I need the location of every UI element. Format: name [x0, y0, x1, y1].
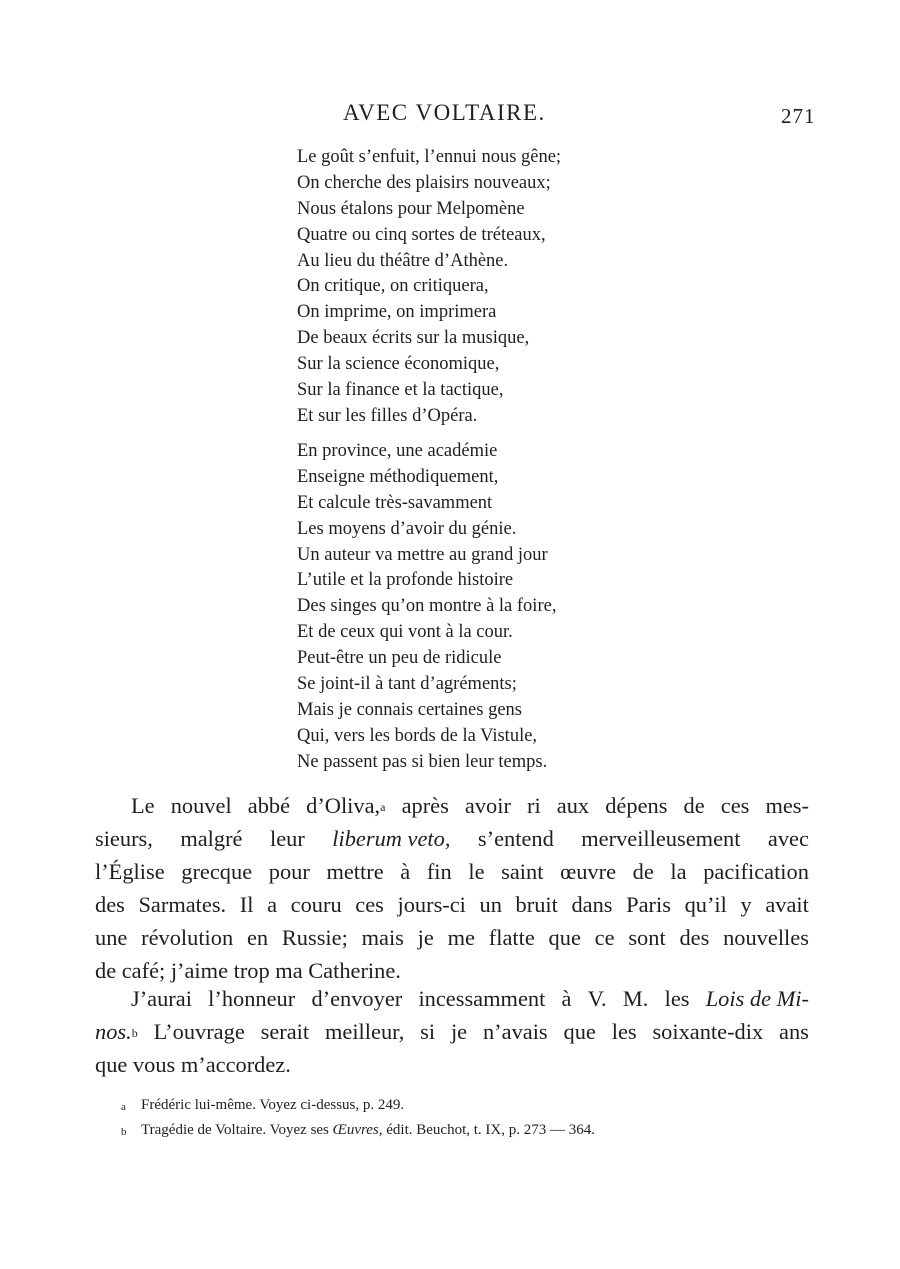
- word: y: [740, 892, 752, 917]
- word: sieurs,: [95, 826, 153, 851]
- word: J’aurai: [131, 986, 192, 1011]
- word: d’envoyer: [311, 986, 403, 1011]
- word: Il: [239, 892, 254, 917]
- footnotes: [121, 1093, 595, 1143]
- footnote-a: [121, 1093, 595, 1118]
- word: V.: [587, 986, 607, 1011]
- word: meilleur,: [324, 1019, 405, 1044]
- verse-line: De beaux écrits sur la musique,: [297, 328, 530, 349]
- page-number: 271: [781, 104, 816, 128]
- word: grecque: [181, 859, 253, 884]
- word: n’avais: [482, 1019, 548, 1044]
- footnote-mark: b: [121, 1126, 127, 1138]
- prose-line: [95, 1015, 809, 1048]
- italic-segment: Œuvres,: [332, 1122, 383, 1138]
- verse-line: Se joint-il à tant d’agréments;: [297, 674, 517, 695]
- word: malgré: [180, 826, 243, 851]
- word: serait: [260, 1019, 310, 1044]
- word: la: [670, 859, 687, 884]
- verse-line: Et calcule très-savamment: [297, 492, 493, 513]
- word: à: [400, 859, 411, 884]
- word: l’Église: [95, 859, 165, 884]
- word: avec: [767, 826, 809, 851]
- word: jours-ci: [397, 892, 466, 917]
- word: de: [632, 859, 654, 884]
- verse-line: On critique, on critiquera,: [297, 276, 489, 297]
- prose-line: [95, 888, 809, 921]
- word: dans: [571, 892, 613, 917]
- word: si: [420, 1019, 436, 1044]
- word: Le: [131, 793, 155, 818]
- italic-segment: liberum veto,: [332, 826, 451, 851]
- word: incessamment: [418, 986, 546, 1011]
- word: après: [401, 793, 449, 818]
- verse-line: Des singes qu’on montre à la foire,: [297, 596, 557, 617]
- word: nouvelles: [723, 925, 809, 950]
- verse-stanza-2: [297, 439, 556, 776]
- verse-line: Qui, vers les bords de la Vistule,: [297, 725, 538, 746]
- word: ri: [527, 793, 541, 818]
- verse-line: On imprime, on imprimera: [297, 302, 497, 323]
- verse-line: On cherche des plaisirs nouveaux;: [297, 172, 551, 193]
- word: de: [683, 793, 705, 818]
- word: je: [450, 1019, 468, 1044]
- word: merveilleusement: [581, 826, 741, 851]
- word: avoir: [464, 793, 511, 818]
- word: dépens: [605, 793, 668, 818]
- word: des: [95, 892, 125, 917]
- word: mettre: [326, 859, 384, 884]
- word: ces: [355, 892, 384, 917]
- word: bruit: [515, 892, 558, 917]
- word: s’entend: [477, 826, 554, 851]
- footnote-ref-a: a: [380, 800, 386, 814]
- word: ans: [779, 1019, 809, 1044]
- word: pacification: [703, 859, 809, 884]
- word: aux: [556, 793, 590, 818]
- footnote-text: édit. Beuchot, t. IX, p. 273 — 364.: [386, 1122, 595, 1138]
- word: sont: [628, 925, 666, 950]
- text-segment: que vous m’accordez.: [95, 1052, 291, 1077]
- word: L’ouvrage: [153, 1019, 245, 1044]
- footnote-mark: a: [121, 1101, 126, 1113]
- word: les: [611, 1019, 637, 1044]
- prose-line: [95, 822, 809, 855]
- verse-line: Quatre ou cinq sortes de tréteaux,: [297, 224, 546, 245]
- prose-line: [95, 1048, 809, 1081]
- prose-line: [95, 789, 809, 822]
- word: un: [479, 892, 502, 917]
- word: saint: [501, 859, 544, 884]
- verse-line: Peut-être un peu de ridicule: [297, 648, 502, 669]
- word: que: [563, 1019, 596, 1044]
- verse-line: Les moyens d’avoir du génie.: [297, 518, 517, 539]
- word: Sarmates.: [138, 892, 227, 917]
- word: en: [246, 925, 269, 950]
- word: je: [417, 925, 434, 950]
- word: flatte: [488, 925, 535, 950]
- footnote-ref-b: b: [131, 1026, 138, 1040]
- word: des: [679, 925, 710, 950]
- verse-line: Un auteur va mettre au grand jour: [297, 544, 548, 565]
- word: nouvel: [170, 793, 232, 818]
- word: avait: [765, 892, 809, 917]
- verse-line: Sur la science économique,: [297, 354, 500, 375]
- word: fin: [426, 859, 452, 884]
- word: que: [548, 925, 581, 950]
- footnote-text: Tragédie de Voltaire. Voyez ses: [141, 1122, 329, 1138]
- word: qu’il: [684, 892, 727, 917]
- word: soixante-dix: [652, 1019, 764, 1044]
- verse-line: Le goût s’enfuit, l’ennui nous gêne;: [297, 147, 562, 167]
- italic-segment: Lois de Mi-: [705, 986, 809, 1011]
- word: les: [664, 986, 690, 1011]
- verse-line: Au lieu du théâtre d’Athène.: [297, 250, 509, 271]
- word: ce: [594, 925, 615, 950]
- prose-line: [95, 855, 809, 888]
- word: mais: [361, 925, 404, 950]
- word: l’honneur: [208, 986, 296, 1011]
- verse-line: Et sur les filles d’Opéra.: [297, 405, 478, 426]
- verse-line: Et de ceux qui vont à la cour.: [297, 622, 513, 643]
- word: Russie;: [281, 925, 348, 950]
- word: Paris: [626, 892, 671, 917]
- verse-line: Mais je connais certaines gens: [297, 699, 523, 720]
- verse-stanza-1: [297, 145, 561, 430]
- italic-segment: nos.: [95, 1019, 132, 1044]
- word: révolution: [141, 925, 234, 950]
- verse-line: Nous étalons pour Melpomène: [297, 198, 525, 219]
- word: une: [95, 925, 128, 950]
- word: à: [561, 986, 572, 1011]
- running-head: [0, 100, 900, 132]
- prose-paragraph-1: [95, 789, 809, 987]
- verse-line: En province, une académie: [297, 441, 498, 461]
- word: M.: [622, 986, 649, 1011]
- verse-line: Enseigne méthodiquement,: [297, 466, 499, 487]
- word: d’Oliva,: [306, 793, 381, 818]
- word: abbé: [247, 793, 291, 818]
- word: ces: [720, 793, 750, 818]
- word: œuvre: [560, 859, 617, 884]
- text-segment: de café; j’aime trop ma Catherine.: [95, 958, 401, 983]
- running-title: AVEC VOLTAIRE.: [343, 100, 546, 125]
- footnote-text: Frédéric lui-même. Voyez ci-dessus, p. 249.: [141, 1097, 405, 1113]
- word: leur: [269, 826, 305, 851]
- word: mes-: [765, 793, 809, 818]
- prose-line: [95, 921, 809, 954]
- verse-line: L’utile et la profonde histoire: [297, 570, 514, 591]
- word-with-note: [306, 789, 385, 822]
- prose-line: [95, 982, 809, 1015]
- word: couru: [290, 892, 342, 917]
- word: le: [468, 859, 485, 884]
- word: a: [267, 892, 278, 917]
- verse-line: Sur la finance et la tactique,: [297, 380, 504, 401]
- word: pour: [268, 859, 310, 884]
- prose-paragraph-2: [95, 982, 809, 1081]
- verse-line: Ne passent pas si bien leur temps.: [297, 751, 548, 772]
- footnote-b: [121, 1118, 595, 1143]
- word: me: [447, 925, 475, 950]
